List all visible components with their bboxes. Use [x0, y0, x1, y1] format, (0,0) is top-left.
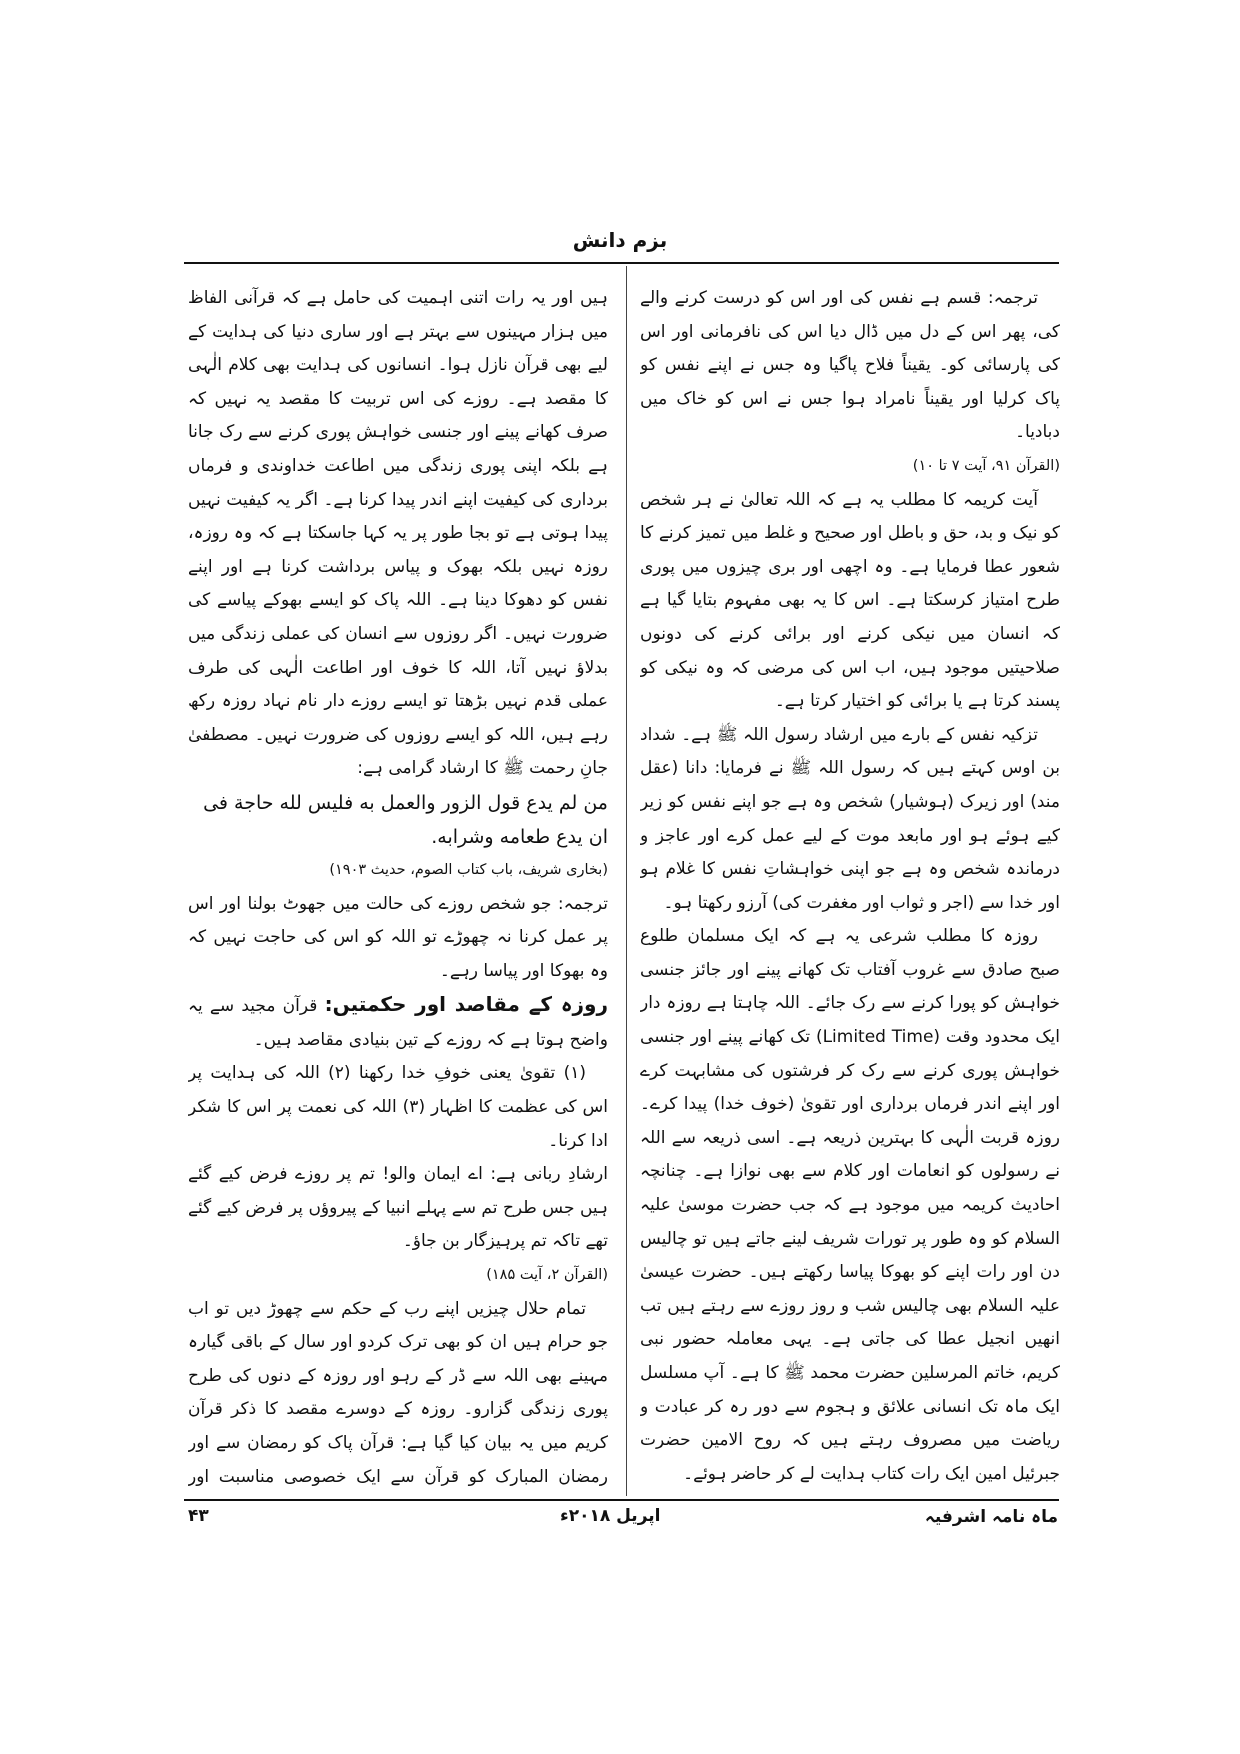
issue-date: اپریل ۲۰۱۸ء [560, 1506, 661, 1526]
right-column [640, 282, 1060, 1492]
column-separator [626, 266, 627, 1496]
paragraph: ترجمہ: جو شخص روزے کی حالت میں جھوٹ بولنا اور اس پر عمل کرنا نہ چھوڑے تو اللہ کو اس کی حاجت نہیں کہ وہ بھوکا اور پیاسا رہے۔ [188, 893, 608, 981]
reference: (بخاری شریف، باب کتاب الصوم، حدیث ۱۹۰۳) [329, 861, 608, 878]
paragraph: تمام حلال چیزیں اپنے رب کے حکم سے چھوڑ دیں تو اب جو حرام ہیں ان کو بھی ترک کردو اور سال کے باقی گیارہ مہینے بھی اللہ سے ڈر کے رہو اور روزہ کے دنوں کی طرح پوری زندگی گزارو۔ روزہ کے دوسرے مقصد کا ذکر قرآن کریم میں یہ بیان کیا گیا ہے: قرآن پاک کو رمضان سے اور رمضان المبارک کو قرآن سے ایک خصوصی مناسبت اور [188, 1298, 608, 1487]
paragraph: روزہ کا مطلب شرعی یہ ہے کہ ایک مسلمان طلوع صبح صادق سے غروب آفتاب تک کھانے پینے اور جائز جنسی خواہش کو پورا کرنے سے رک جائے۔ اللہ چاہتا ہے روزہ دار ایک محدود وقت (Limited Time) تک کھانے پینے اور جنسی خواہش پوری کرنے سے رک کر فرشتوں کی مشابہت کرے اور اپنے اندر فرماں برداری اور تقویٰ (خوف خدا) پیدا کرے۔ روزہ قربت الٰہی کا بہترین ذریعہ ہے۔ اسی ذریعہ سے اللہ نے رسولوں کو انعامات اور کلام سے بھی نوازا ہے۔ چنانچہ احادیث کریمہ میں موجود ہے کہ جب حضرت موسیٰ علیہ السلام کو وہ طور پر تورات شریف لینے جاتے ہیں تو چالیس دن اور رات اپنے کو بھوکا پیاسا رکھتے ہیں۔ حضرت عیسیٰ علیہ السلام بھی چالیس شب و روز روزے سے رہتے ہیں تب انھیں انجیل عطا کی جاتی ہے۔ یہی معاملہ حضور نبی کریم، خاتم المرسلین حضرت محمد ﷺ کا ہے۔ آپ مسلسل ایک ماہ تک انسانی علائق و ہجوم سے دور رہ کر عبادت و ریاضت میں مصروف رہتے ہیں کہ روح الامین حضرت جبرئیل امین ایک رات کتاب ہدایت لے کر حاضر ہوئے۔ [640, 926, 1060, 1484]
paragraph: ترجمہ: قسم ہے نفس کی اور اس کو درست کرنے والے کی، پھر اس کے دل میں ڈال دیا اس کی نافرمانی اور اس کی پارسائی کو۔ یقیناً فلاح پاگیا وہ جس نے اپنے نفس کو پاک کرلیا اور یقیناً نامراد ہوا جس نے اس کو خاک میں دبادیا۔ [640, 288, 1060, 443]
reference: (القرآن ۹۱، آیت ۷ تا ۱۰) [912, 457, 1060, 474]
footer-rule [184, 1499, 1059, 1501]
heading-paragraph [188, 988, 608, 1057]
paragraph: (۱) تقویٰ یعنی خوفِ خدا رکھنا (۲) اللہ کی ہدایت پر اس کی عظمت کا اظہار (۳) اللہ کی نعمت پر اس کا شکر ادا کرنا۔ [188, 1063, 608, 1151]
paragraph: ارشادِ ربانی ہے: اے ایمان والو! تم پر روزے فرض کیے گئے ہیں جس طرح تم سے پہلے انبیا کے پیروؤں پر فرض کیے گئے تھے تاکہ تم پرہیزگار بن جاؤ۔ [188, 1164, 608, 1252]
page-number: ۴۳ [188, 1506, 209, 1526]
left-column [188, 282, 608, 1492]
paragraph: تزکیہ نفس کے بارے میں ارشاد رسول اللہ ﷺ ہے۔ شداد بن اوس کہتے ہیں کہ رسول اللہ ﷺ نے فرمایا: دانا (عقل مند) اور زیرک (ہوشیار) شخص وہ ہے جو اپنے نفس کو زیر کیے ہوئے ہو اور مابعد موت کے لیے عمل کرے اور عاجز و درماندہ شخص وہ ہے جو اپنی خواہشاتِ نفس کا غلام ہو اور خدا سے (اجر و ثواب اور مغفرت کی) آرزو رکھتا ہو۔ [640, 724, 1060, 913]
paragraph: ہیں اور یہ رات اتنی اہمیت کی حامل ہے کہ قرآنی الفاظ میں ہزار مہینوں سے بہتر ہے اور ساری دنیا کی ہدایت کے لیے بھی قرآن نازل ہوا۔ انسانوں کی ہدایت بھی کلام الٰہی کا مقصد ہے۔ روزے کی اس تربیت کا مقصد یہ نہیں کہ صرف کھانے پینے اور جنسی خواہش پوری کرنے سے رک جانا ہے بلکہ اپنی پوری زندگی میں اطاعت خداوندی و فرماں برداری کی کیفیت اپنے اندر پیدا کرنا ہے۔ اگر یہ کیفیت نہیں پیدا ہوتی ہے تو بجا طور پر یہ کہا جاسکتا ہے کہ وہ روزہ، روزہ نہیں بلکہ بھوک و پیاس برداشت کرنا ہے اور اپنے نفس کو دھوکا دینا ہے۔ اللہ پاک کو ایسے بھوکے پیاسے کی ضرورت نہیں۔ اگر روزوں سے انسان کی عملی زندگی میں بدلاؤ نہیں آتا، اللہ کا خوف اور اطاعت الٰہی کی طرف عملی قدم نہیں بڑھتا تو ایسے روزے دار نام نہاد روزہ رکھ رہے ہیں، اللہ کو ایسے روزوں کی ضرورت نہیں۔ مصطفیٰ جانِ رحمت ﷺ کا ارشاد گرامی ہے: [188, 288, 608, 779]
paragraph: آیت کریمہ کا مطلب یہ ہے کہ اللہ تعالیٰ نے ہر شخص کو نیک و بد، حق و باطل اور صحیح و غلط میں تمیز کرنے کا شعور عطا فرمایا ہے۔ وہ اچھی اور بری چیزوں میں پوری طرح امتیاز کرسکتا ہے۔ اس کا یہ بھی مفہوم بتایا گیا ہے کہ انسان میں نیکی کرنے اور برائی کرنے کی دونوں صلاحیتیں موجود ہیں، اب اس کی مرضی کہ وہ نیکی کو پسند کرتا ہے یا برائی کو اختیار کرتا ہے۔ [640, 489, 1060, 712]
hadith-arabic: من لم یدع قول الزور والعمل به فلیس لله حاجة فی ان یدع طعامه وشرابه. [203, 791, 608, 848]
section-heading: روزہ کے مقاصد اور حکمتیں: [324, 992, 608, 1017]
heading-text: قرآن مجید سے یہ واضح ہوتا ہے کہ روزے کے تین بنیادی مقاصد ہیں۔ [188, 996, 608, 1050]
reference: (القرآن ۲، آیت ۱۸۵) [486, 1267, 608, 1284]
header-rule [184, 262, 1059, 264]
section-title: بزم دانش [572, 228, 668, 252]
quran-verse [640, 1491, 1060, 1492]
magazine-name: ماہ نامہ اشرفیہ [924, 1507, 1058, 1527]
